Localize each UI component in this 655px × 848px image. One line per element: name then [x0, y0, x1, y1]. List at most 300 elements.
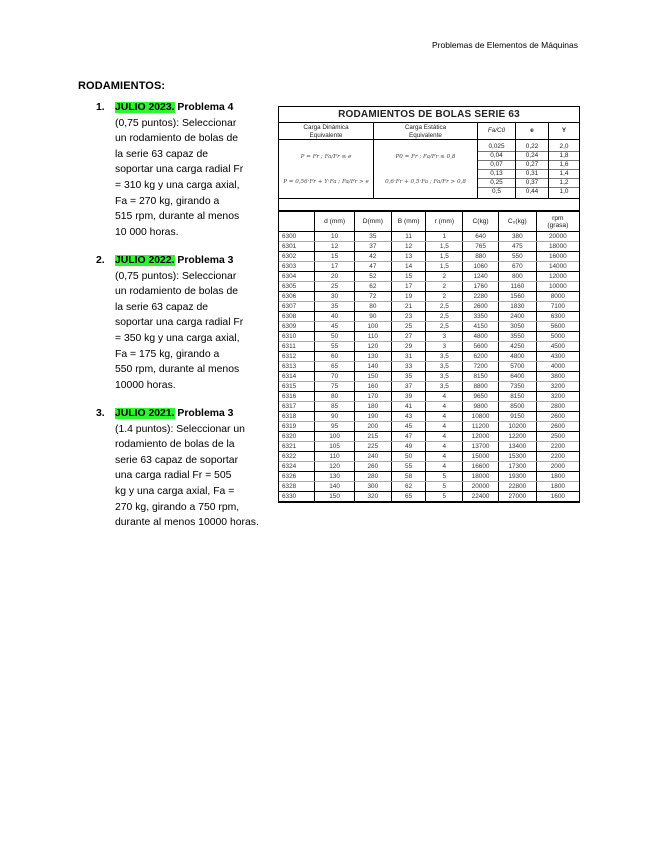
- table-cell: 39: [391, 392, 426, 402]
- e-value: 0,44: [525, 188, 539, 195]
- table-cell: 4500: [536, 342, 579, 352]
- ratio-value: 0,04: [478, 152, 515, 161]
- y-value: 1,4: [549, 170, 579, 179]
- table-cell: 1600: [536, 492, 579, 502]
- table-row: [279, 462, 579, 472]
- table-cell: 1160: [498, 282, 536, 292]
- problem-line: la serie 63 capaz de: [115, 148, 208, 160]
- table-cell: 2200: [536, 442, 579, 452]
- table-row: [279, 422, 579, 432]
- table-cell: 52: [354, 272, 391, 282]
- table-cell: 3,5: [426, 352, 463, 362]
- column-header: B (mm): [391, 212, 426, 232]
- problem-number: 1.: [96, 102, 105, 113]
- column-header: r (mm): [426, 212, 463, 232]
- table-cell: 3,5: [426, 372, 463, 382]
- table-cell: 4: [426, 422, 463, 432]
- table-cell: 6324: [279, 462, 315, 472]
- problem-label: Problema 3: [177, 255, 234, 266]
- table-cell: 19: [391, 292, 426, 302]
- table-cell: 120: [315, 462, 355, 472]
- table-cell: 6314: [279, 372, 315, 382]
- problem-1: [96, 100, 281, 240]
- table-row: [279, 352, 579, 362]
- table-cell: 6326: [279, 472, 315, 482]
- table-cell: 4: [426, 412, 463, 422]
- problem-line: (1.4 puntos): Seleccionar un: [115, 423, 245, 435]
- problem-statement: [96, 422, 281, 531]
- table-cell: 18000: [536, 242, 579, 252]
- column-header: D(mm): [354, 212, 391, 232]
- table-cell: 70: [315, 372, 355, 382]
- table-cell: 23: [391, 312, 426, 322]
- table-cell: 42: [354, 252, 391, 262]
- table-cell: 55: [315, 342, 355, 352]
- column-header: [279, 212, 315, 232]
- table-cell: 37: [354, 242, 391, 252]
- table-cell: 260: [354, 462, 391, 472]
- table-cell: 150: [354, 372, 391, 382]
- ratio-value: 0,13: [478, 170, 515, 179]
- table-cell: 3,5: [426, 362, 463, 372]
- table-cell: 140: [315, 482, 355, 492]
- table-cell: 9150: [498, 412, 536, 422]
- table-cell: 1060: [463, 262, 499, 272]
- table-cell: 27000: [498, 492, 536, 502]
- table-cell: 6302: [279, 252, 315, 262]
- dynamic-formula-1: P = Fr ; Fa/Fr ≤ e: [300, 153, 352, 160]
- table-cell: 550: [498, 252, 536, 262]
- table-cell: 6317: [279, 402, 315, 412]
- table-row: [279, 292, 579, 302]
- table-cell: 6311: [279, 342, 315, 352]
- e-value: 0,24: [516, 152, 548, 161]
- table-cell: 1,5: [426, 262, 463, 272]
- table-row: [279, 262, 579, 272]
- table-cell: 6312: [279, 352, 315, 362]
- table-cell: 4800: [463, 332, 499, 342]
- dynamic-load-column: [279, 123, 374, 198]
- table-row: [279, 432, 579, 442]
- table-cell: 2,5: [426, 312, 463, 322]
- table-cell: 1800: [536, 482, 579, 492]
- table-cell: 180: [354, 402, 391, 412]
- table-cell: 1,5: [426, 242, 463, 252]
- table-header-row: [279, 212, 579, 232]
- table-cell: 3050: [498, 322, 536, 332]
- table-cell: 72: [354, 292, 391, 302]
- table-cell: 4: [426, 432, 463, 442]
- table-cell: 1830: [498, 302, 536, 312]
- problem-line: 270 kg, girando a 750 rpm,: [115, 501, 240, 513]
- problem-statement: [96, 116, 281, 241]
- problem-line: 515 rpm, durante al menos: [115, 211, 240, 223]
- table-cell: 47: [391, 432, 426, 442]
- table-title: RODAMIENTOS DE BOLAS SERIE 63: [279, 107, 579, 123]
- table-cell: 6307: [279, 302, 315, 312]
- table-cell: 47: [354, 262, 391, 272]
- static-formula-2: 0,6·Fr + 0,5·Fa ; Fa/Fr > 0,8: [385, 178, 466, 185]
- ratio-header: Fa/C0: [478, 123, 515, 140]
- table-cell: 8500: [498, 402, 536, 412]
- bearing-data-table: [279, 211, 579, 502]
- table-cell: 2600: [536, 422, 579, 432]
- problem-line: = 350 kg y una carga axial,: [115, 332, 240, 344]
- table-cell: 35: [391, 372, 426, 382]
- table-cell: 13400: [498, 442, 536, 452]
- problem-line: un rodamiento de bolas de: [115, 133, 239, 145]
- table-cell: 3200: [536, 382, 579, 392]
- table-cell: 10200: [498, 422, 536, 432]
- table-cell: 12000: [463, 432, 499, 442]
- table-cell: 8800: [463, 382, 499, 392]
- table-cell: 6320: [279, 432, 315, 442]
- problem-line: 550 rpm, durante al menos: [115, 364, 240, 376]
- problem-line: soportar una carga radial Fr: [115, 164, 244, 176]
- table-row: [279, 332, 579, 342]
- table-cell: 4000: [536, 362, 579, 372]
- table-row: [279, 252, 579, 262]
- table-cell: 22400: [463, 492, 499, 502]
- table-cell: 12200: [498, 432, 536, 442]
- table-cell: 2: [426, 282, 463, 292]
- table-cell: 62: [391, 482, 426, 492]
- problem-date-highlight: JULIO 2021.: [115, 408, 175, 419]
- table-cell: 6328: [279, 482, 315, 492]
- problem-line: (0,75 puntos): Seleccionar: [115, 117, 237, 129]
- table-cell: 2400: [498, 312, 536, 322]
- table-cell: 160: [354, 382, 391, 392]
- table-cell: 12: [315, 242, 355, 252]
- table-cell: 4: [426, 402, 463, 412]
- table-cell: 4: [426, 462, 463, 472]
- e-value: 0,31: [516, 170, 548, 179]
- table-cell: 6315: [279, 382, 315, 392]
- table-cell: 670: [498, 262, 536, 272]
- table-cell: 5: [426, 492, 463, 502]
- table-cell: 45: [315, 322, 355, 332]
- problem-line: una carga radial Fr = 505: [115, 470, 232, 482]
- table-cell: 5600: [536, 322, 579, 332]
- problem-heading: [96, 406, 281, 422]
- problem-line: 10000 horas.: [115, 379, 176, 391]
- table-body: [279, 232, 579, 502]
- problem-line: durante al menos 10000 horas.: [115, 517, 259, 529]
- table-cell: 2600: [463, 302, 499, 312]
- table-cell: 17: [391, 282, 426, 292]
- table-cell: 21: [391, 302, 426, 312]
- table-cell: 27: [391, 332, 426, 342]
- table-cell: 300: [354, 482, 391, 492]
- table-row: [279, 302, 579, 312]
- table-cell: 22800: [498, 482, 536, 492]
- table-cell: 58: [391, 472, 426, 482]
- y-value: 1,0: [559, 188, 569, 195]
- table-row: [279, 312, 579, 322]
- y-value: 1,6: [549, 161, 579, 170]
- table-cell: 6313: [279, 362, 315, 372]
- table-cell: 33: [391, 362, 426, 372]
- page-header: Problemas de Elementos de Máquinas: [432, 40, 578, 50]
- problem-heading: [96, 253, 281, 269]
- dynamic-formula-2: P = 0,56·Fr + Y·Fa ; Fa/Fr > e: [283, 178, 369, 185]
- table-cell: 4150: [463, 322, 499, 332]
- table-cell: 19300: [498, 472, 536, 482]
- table-cell: 25: [391, 322, 426, 332]
- problem-date-highlight: JULIO 2023.: [115, 102, 175, 113]
- table-cell: 31: [391, 352, 426, 362]
- table-cell: 2800: [536, 402, 579, 412]
- table-cell: 100: [315, 432, 355, 442]
- table-cell: 20000: [463, 482, 499, 492]
- problem-line: Fa = 270 kg, girando a: [115, 195, 220, 207]
- table-cell: 75: [315, 382, 355, 392]
- problem-line: = 310 kg y una carga axial,: [115, 179, 240, 191]
- table-row: [279, 232, 579, 242]
- table-cell: 17: [315, 262, 355, 272]
- table-cell: 60: [315, 352, 355, 362]
- table-cell: 880: [463, 252, 499, 262]
- table-cell: 3550: [498, 332, 536, 342]
- table-cell: 95: [315, 422, 355, 432]
- ratio-value: 0,07: [478, 161, 515, 170]
- table-cell: 65: [315, 362, 355, 372]
- table-cell: 12: [391, 242, 426, 252]
- y-value: 2,0: [549, 143, 579, 152]
- problem-number: 3.: [96, 408, 105, 419]
- table-row: [279, 392, 579, 402]
- table-cell: 13: [391, 252, 426, 262]
- problem-line: Fa = 175 kg, girando a: [115, 348, 220, 360]
- table-cell: 7100: [536, 302, 579, 312]
- table-cell: 5: [426, 472, 463, 482]
- table-cell: 1800: [536, 472, 579, 482]
- table-cell: 80: [354, 302, 391, 312]
- table-cell: 4: [426, 442, 463, 452]
- table-row: [279, 362, 579, 372]
- table-cell: 6300: [279, 232, 315, 242]
- section-title: RODAMIENTOS:: [78, 80, 166, 92]
- problem-label: Problema 4: [177, 102, 234, 113]
- table-row: [279, 322, 579, 332]
- problem-line: rodamiento de bolas de la: [115, 439, 235, 451]
- e-value: 0,37: [516, 179, 548, 188]
- problem-statement: [96, 269, 281, 394]
- table-cell: 50: [391, 452, 426, 462]
- table-cell: 1560: [498, 292, 536, 302]
- table-cell: 6309: [279, 322, 315, 332]
- load-formulas-grid: [279, 123, 579, 199]
- table-cell: 190: [354, 412, 391, 422]
- table-cell: 18000: [463, 472, 499, 482]
- table-cell: 170: [354, 392, 391, 402]
- table-cell: 2280: [463, 292, 499, 302]
- static-load-formulas: [374, 140, 477, 198]
- table-cell: 9800: [463, 402, 499, 412]
- y-header: Y: [549, 123, 579, 140]
- column-header: rpm (grasa): [536, 212, 579, 232]
- table-cell: 50: [315, 332, 355, 342]
- y-column: [549, 123, 579, 198]
- table-row: [279, 242, 579, 252]
- static-load-header: Carga Estática Equivalente: [374, 123, 477, 140]
- table-cell: 65: [391, 492, 426, 502]
- table-cell: 16000: [536, 252, 579, 262]
- table-cell: 15: [315, 252, 355, 262]
- dynamic-load-formulas: [279, 140, 373, 198]
- table-cell: 6306: [279, 292, 315, 302]
- table-cell: 1: [426, 232, 463, 242]
- column-header: d (mm): [315, 212, 355, 232]
- table-cell: 10000: [536, 282, 579, 292]
- table-cell: 15: [391, 272, 426, 282]
- ratio-values: [478, 140, 515, 198]
- problem-line: soportar una carga radial Fr: [115, 317, 244, 329]
- table-cell: 20: [315, 272, 355, 282]
- table-cell: 130: [354, 352, 391, 362]
- table-cell: 6321: [279, 442, 315, 452]
- table-cell: 29: [391, 342, 426, 352]
- table-cell: 16600: [463, 462, 499, 472]
- table-cell: 4800: [498, 352, 536, 362]
- table-cell: 6319: [279, 422, 315, 432]
- problem-line: 10 000 horas.: [115, 226, 179, 238]
- table-row: [279, 402, 579, 412]
- table-cell: 240: [354, 452, 391, 462]
- table-row: [279, 272, 579, 282]
- problem-line: (0,75 puntos): Seleccionar: [115, 270, 237, 282]
- table-cell: 90: [354, 312, 391, 322]
- table-cell: 1760: [463, 282, 499, 292]
- table-cell: 15000: [463, 452, 499, 462]
- table-cell: 320: [354, 492, 391, 502]
- problem-heading: [96, 100, 281, 116]
- table-cell: 10: [315, 232, 355, 242]
- table-cell: 55: [391, 462, 426, 472]
- table-cell: 90: [315, 412, 355, 422]
- table-row: [279, 492, 579, 502]
- y-value: 1,8: [549, 152, 579, 161]
- table-cell: 380: [498, 232, 536, 242]
- table-cell: 4: [426, 452, 463, 462]
- column-header: C(kg): [463, 212, 499, 232]
- bearing-table: [278, 106, 580, 503]
- table-cell: 30: [315, 292, 355, 302]
- column-header: C₀(kg): [498, 212, 536, 232]
- table-cell: 6308: [279, 312, 315, 322]
- y-value: 1,2: [549, 179, 579, 188]
- table-cell: 8150: [498, 392, 536, 402]
- table-row: [279, 282, 579, 292]
- table-row: [279, 412, 579, 422]
- problem-line: serie 63 capaz de soportar: [115, 454, 239, 466]
- e-value: 0,27: [516, 161, 548, 170]
- table-cell: 3800: [536, 372, 579, 382]
- table-cell: 4: [426, 392, 463, 402]
- table-cell: 8150: [463, 372, 499, 382]
- table-row: [279, 482, 579, 492]
- table-cell: 5: [426, 482, 463, 492]
- table-cell: 7200: [463, 362, 499, 372]
- table-cell: 280: [354, 472, 391, 482]
- table-cell: 6316: [279, 392, 315, 402]
- table-cell: 1,5: [426, 252, 463, 262]
- table-cell: 41: [391, 402, 426, 412]
- table-cell: 5600: [463, 342, 499, 352]
- table-cell: 3200: [536, 392, 579, 402]
- table-cell: 3350: [463, 312, 499, 322]
- e-value: 0,22: [516, 143, 548, 152]
- table-cell: 6318: [279, 412, 315, 422]
- table-cell: 2200: [536, 452, 579, 462]
- table-cell: 6330: [279, 492, 315, 502]
- table-cell: 5700: [498, 362, 536, 372]
- table-cell: 765: [463, 242, 499, 252]
- table-cell: 640: [463, 232, 499, 242]
- table-cell: 130: [315, 472, 355, 482]
- ratio-value: 0,5: [492, 188, 501, 195]
- problem-line: la serie 63 capaz de: [115, 301, 208, 313]
- e-header: e: [516, 123, 548, 140]
- table-cell: 17300: [498, 462, 536, 472]
- table-cell: 20000: [536, 232, 579, 242]
- table-cell: 14000: [536, 262, 579, 272]
- table-cell: 3: [426, 342, 463, 352]
- table-cell: 6200: [463, 352, 499, 362]
- table-cell: 6310: [279, 332, 315, 342]
- table-row: [279, 472, 579, 482]
- table-cell: 140: [354, 362, 391, 372]
- table-cell: 85: [315, 402, 355, 412]
- problem-label: Problema 3: [177, 408, 234, 419]
- table-cell: 6303: [279, 262, 315, 272]
- table-cell: 120: [354, 342, 391, 352]
- table-cell: 49: [391, 442, 426, 452]
- table-spacer: [279, 199, 579, 211]
- table-cell: 4300: [536, 352, 579, 362]
- problem-3: [96, 406, 281, 531]
- table-cell: 215: [354, 432, 391, 442]
- ratio-value: 0,25: [478, 179, 515, 188]
- dynamic-load-header: Carga Dinámica Equivalente: [279, 123, 373, 140]
- table-cell: 4250: [498, 342, 536, 352]
- table-cell: 6304: [279, 272, 315, 282]
- problem-2: [96, 253, 281, 393]
- static-load-column: [374, 123, 478, 198]
- table-cell: 2: [426, 272, 463, 282]
- table-cell: 475: [498, 242, 536, 252]
- y-values: [549, 140, 579, 198]
- table-cell: 225: [354, 442, 391, 452]
- table-cell: 6301: [279, 242, 315, 252]
- table-cell: 13700: [463, 442, 499, 452]
- table-cell: 45: [391, 422, 426, 432]
- table-row: [279, 372, 579, 382]
- table-cell: 8000: [536, 292, 579, 302]
- e-column: [516, 123, 549, 198]
- problem-line: kg y una carga axial, Fa =: [115, 485, 235, 497]
- table-row: [279, 382, 579, 392]
- table-cell: 200: [354, 422, 391, 432]
- table-cell: 2,5: [426, 322, 463, 332]
- table-cell: 2: [426, 292, 463, 302]
- table-cell: 25: [315, 282, 355, 292]
- table-cell: 2,5: [426, 302, 463, 312]
- table-cell: 3,5: [426, 382, 463, 392]
- table-cell: 35: [354, 232, 391, 242]
- table-cell: 40: [315, 312, 355, 322]
- table-cell: 14: [391, 262, 426, 272]
